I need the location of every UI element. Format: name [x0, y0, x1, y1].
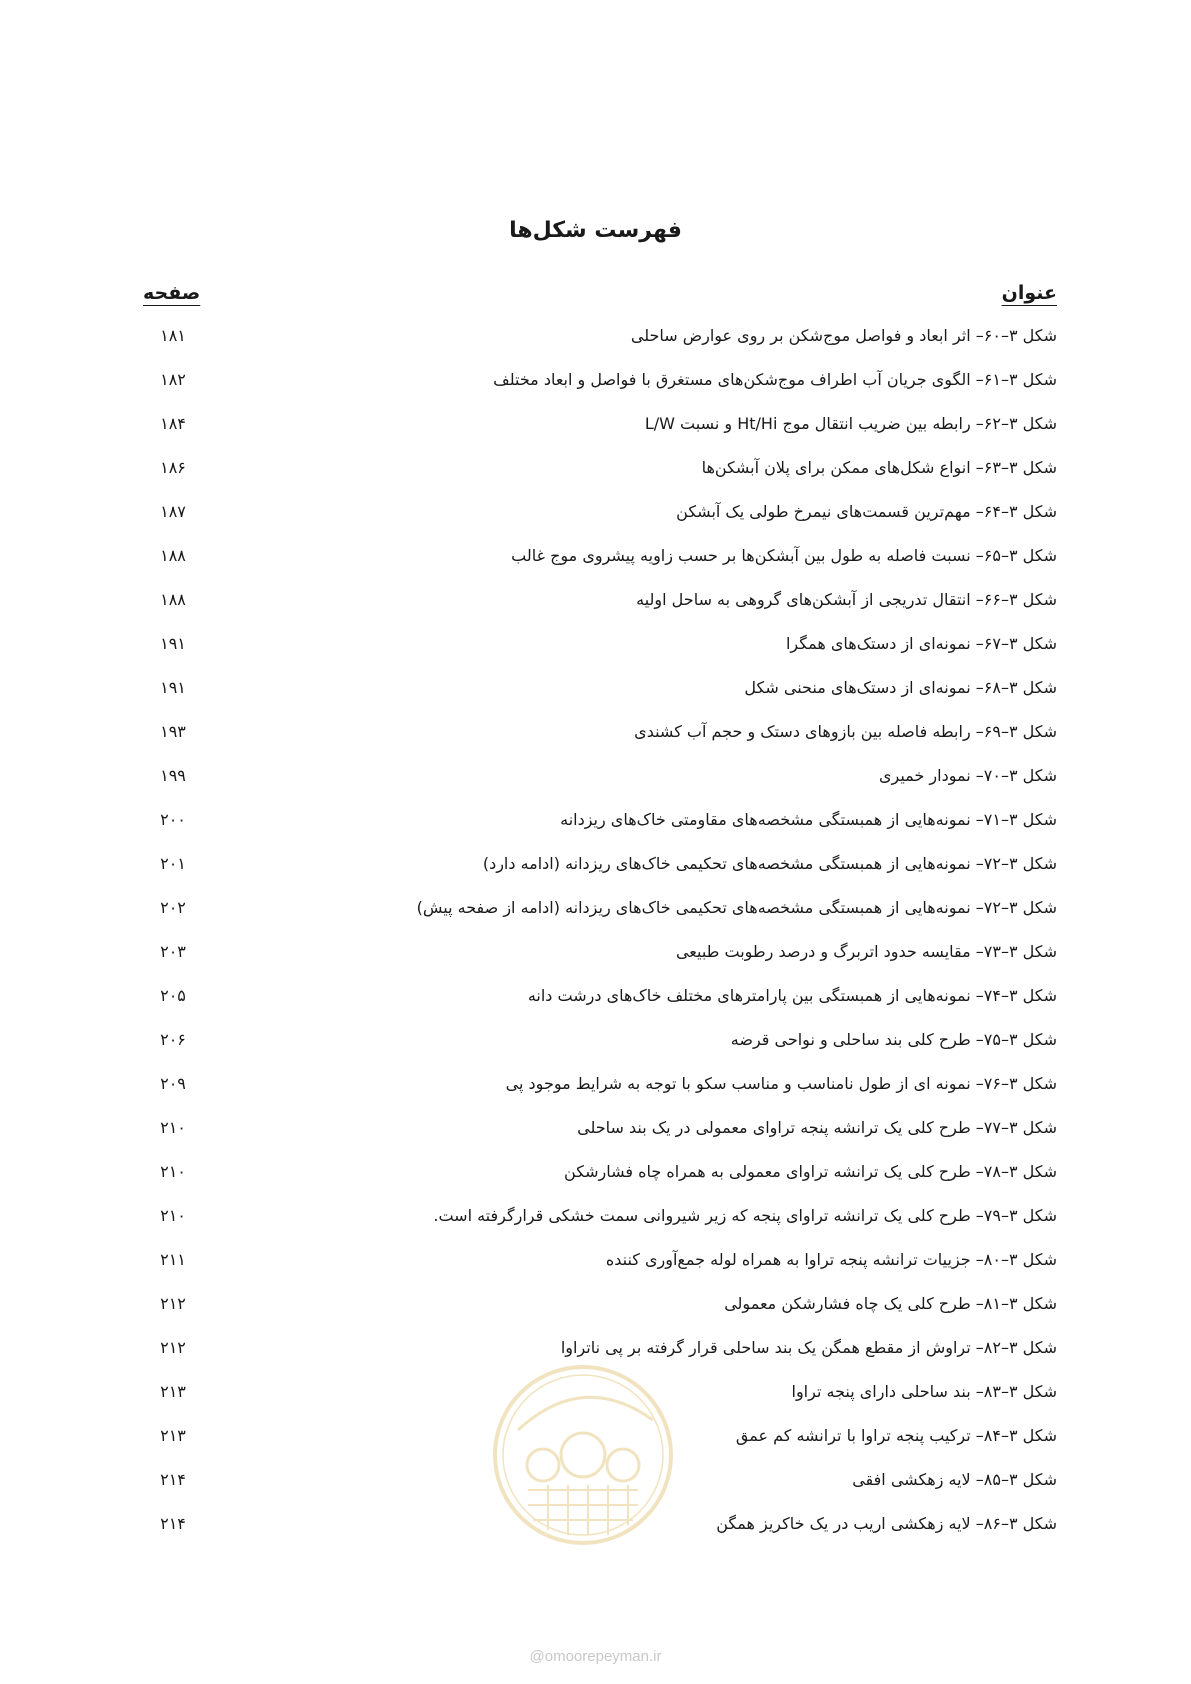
- list-item: [143, 1381, 1057, 1425]
- list-item: [143, 545, 1057, 589]
- list-item: [143, 457, 1057, 501]
- entry-title: شکل ۳–۶۱– الگوی جریان آب اطراف موج‌شکن‌های مستغرق با فواصل و ابعاد مختلف: [493, 370, 1057, 389]
- entry-page: ۲۱۱: [160, 1250, 186, 1269]
- entry-title: شکل ۳–۶۴– مهم‌ترین قسمت‌های نیمرخ طولی یک آبشکن: [676, 502, 1057, 521]
- entry-title: شکل ۳–۶۷– نمونه‌ای از دستک‌های همگرا: [785, 634, 1057, 653]
- entry-page: ۱۹۹: [160, 766, 186, 785]
- list-item: [143, 1469, 1057, 1513]
- entry-title: شکل ۳–۶۶– انتقال تدریجی از آبشکن‌های گروهی به ساحل اولیه: [636, 590, 1057, 609]
- entry-page: ۲۱۰: [160, 1206, 186, 1225]
- list-item: [143, 765, 1057, 809]
- title-column-header: عنوان: [1001, 282, 1057, 304]
- entry-page: ۲۰۶: [160, 1030, 186, 1049]
- entry-page: ۲۰۵: [160, 986, 186, 1005]
- list-item: [143, 677, 1057, 721]
- list-item: [143, 501, 1057, 545]
- entry-page: ۱۹۱: [160, 678, 186, 697]
- entry-title: شکل ۳–۶۰– اثر ابعاد و فواصل موج‌شکن بر روی عوارض ساحلی: [630, 326, 1057, 345]
- entry-page: ۱۹۱: [160, 634, 186, 653]
- list-item: [143, 1161, 1057, 1205]
- entry-title: شکل ۳–۷۲– نمونه‌هایی از همبستگی مشخصه‌های تحکیمی خاک‌های ریزدانه (ادامه دارد): [482, 854, 1057, 873]
- entry-title: شکل ۳–۶۸– نمونه‌ای از دستک‌های منحنی شکل: [744, 678, 1057, 697]
- entry-title: شکل ۳–۸۴– ترکیب پنجه تراوا با ترانشه کم عمق: [735, 1426, 1057, 1445]
- entry-title: شکل ۳–۸۶– لایه زهکشی اریب در یک خاکریز همگن: [716, 1514, 1057, 1533]
- entry-page: ۲۰۱: [160, 854, 186, 873]
- list-item: [143, 941, 1057, 985]
- entry-title: شکل ۳–۸۰– جزییات ترانشه پنجه تراوا به همراه لوله جمع‌آوری کننده: [605, 1250, 1057, 1269]
- list-item: [143, 1293, 1057, 1337]
- entry-page: ۲۱۲: [160, 1338, 186, 1357]
- entry-page: ۲۰۰: [160, 810, 186, 829]
- page-column-header: صفحه: [143, 282, 201, 304]
- entry-title: شکل ۳–۷۵– طرح کلی بند ساحلی و نواحی قرضه: [730, 1030, 1057, 1049]
- entry-page: ۲۰۹: [160, 1074, 186, 1093]
- entry-title: شکل ۳–۷۹– طرح کلی یک ترانشه تراوای پنجه که زیر شیروانی سمت خشکی قرارگرفته است.: [433, 1206, 1057, 1225]
- list-item: [143, 369, 1057, 413]
- list-item: [143, 413, 1057, 457]
- entry-page: ۲۱۲: [160, 1294, 186, 1313]
- entry-page: ۲۱۰: [160, 1162, 186, 1181]
- list-item: [143, 809, 1057, 853]
- list-item: [143, 1425, 1057, 1469]
- figure-list: [143, 325, 1057, 1557]
- entry-page: ۲۱۴: [160, 1470, 186, 1489]
- entry-page: ۱۸۶: [160, 458, 186, 477]
- list-item: [143, 1513, 1057, 1557]
- list-item: [143, 985, 1057, 1029]
- entry-page: ۱۸۲: [160, 370, 186, 389]
- entry-title: شکل ۳–۷۳– مقایسه حدود اتربرگ و درصد رطوبت طبیعی: [675, 942, 1057, 961]
- entry-title: شکل ۳–۸۳– بند ساحلی دارای پنجه تراوا: [791, 1382, 1057, 1401]
- entry-title: شکل ۳–۷۷– طرح کلی یک ترانشه پنجه تراوای معمولی در یک بند ساحلی: [577, 1118, 1057, 1137]
- list-item: [143, 589, 1057, 633]
- page-title: فهرست شکل‌ها: [509, 218, 682, 243]
- entry-title: شکل ۳–۷۴– نمونه‌هایی از همبستگی بین پارامترهای مختلف خاک‌های درشت دانه: [527, 986, 1057, 1005]
- list-item: [143, 325, 1057, 369]
- list-item: [143, 1117, 1057, 1161]
- entry-title: شکل ۳–۶۳– انواع شکل‌های ممکن برای پلان آبشکن‌ها: [701, 458, 1057, 477]
- entry-title: شکل ۳–۷۲– نمونه‌هایی از همبستگی مشخصه‌های تحکیمی خاک‌های ریزدانه (ادامه از صفحه پیش): [416, 898, 1057, 917]
- entry-page: ۲۰۲: [160, 898, 186, 917]
- entry-page: ۱۹۳: [160, 722, 186, 741]
- entry-page: ۱۸۸: [160, 546, 186, 565]
- entry-page: ۱۸۸: [160, 590, 186, 609]
- list-item: [143, 1029, 1057, 1073]
- entry-page: ۱۸۱: [160, 326, 186, 345]
- entry-page: ۱۸۷: [160, 502, 186, 521]
- entry-page: ۲۱۳: [160, 1382, 186, 1401]
- list-item: [143, 721, 1057, 765]
- entry-title: شکل ۳–۷۰– نمودار خمیری: [879, 766, 1057, 785]
- entry-page: ۲۱۰: [160, 1118, 186, 1137]
- list-item: [143, 853, 1057, 897]
- entry-title: شکل ۳–۶۵– نسبت فاصله به طول بین آبشکن‌ها بر حسب زاویه پیشروی موج غالب: [511, 546, 1057, 565]
- watermark-site: @omoorepeyman.ir: [529, 1648, 662, 1665]
- entry-title: شکل ۳–۶۲– رابطه بین ضریب انتقال موج Ht/Hi و نسبت L/W: [644, 414, 1057, 433]
- list-item: [143, 1205, 1057, 1249]
- entry-page: ۲۱۴: [160, 1514, 186, 1533]
- entry-title: شکل ۳–۶۹– رابطه فاصله بین بازوهای دستک و حجم آب کشندی: [634, 722, 1057, 741]
- entry-title: شکل ۳–۸۲– تراوش از مقطع همگن یک بند ساحلی قرار گرفته بر پی ناتراوا: [560, 1338, 1057, 1357]
- entry-page: ۲۰۳: [160, 942, 186, 961]
- entry-page: ۲۱۳: [160, 1426, 186, 1445]
- entry-page: ۱۸۴: [160, 414, 186, 433]
- list-item: [143, 1073, 1057, 1117]
- list-item: [143, 897, 1057, 941]
- entry-title: شکل ۳–۷۱– نمونه‌هایی از همبستگی مشخصه‌های مقاومتی خاک‌های ریزدانه: [560, 810, 1057, 829]
- entry-title: شکل ۳–۷۸– طرح کلی یک ترانشه تراوای معمولی به همراه چاه فشارشکن: [564, 1162, 1057, 1181]
- entry-title: شکل ۳–۸۱– طرح کلی یک چاه فشارشکن معمولی: [724, 1294, 1057, 1313]
- entry-title: شکل ۳–۸۵– لایه زهکشی افقی: [852, 1470, 1057, 1489]
- entry-title: شکل ۳–۷۶– نمونه ای از طول نامناسب و مناسب سکو با توجه به شرایط موجود پی: [505, 1074, 1057, 1093]
- list-item: [143, 1249, 1057, 1293]
- list-item: [143, 633, 1057, 677]
- list-item: [143, 1337, 1057, 1381]
